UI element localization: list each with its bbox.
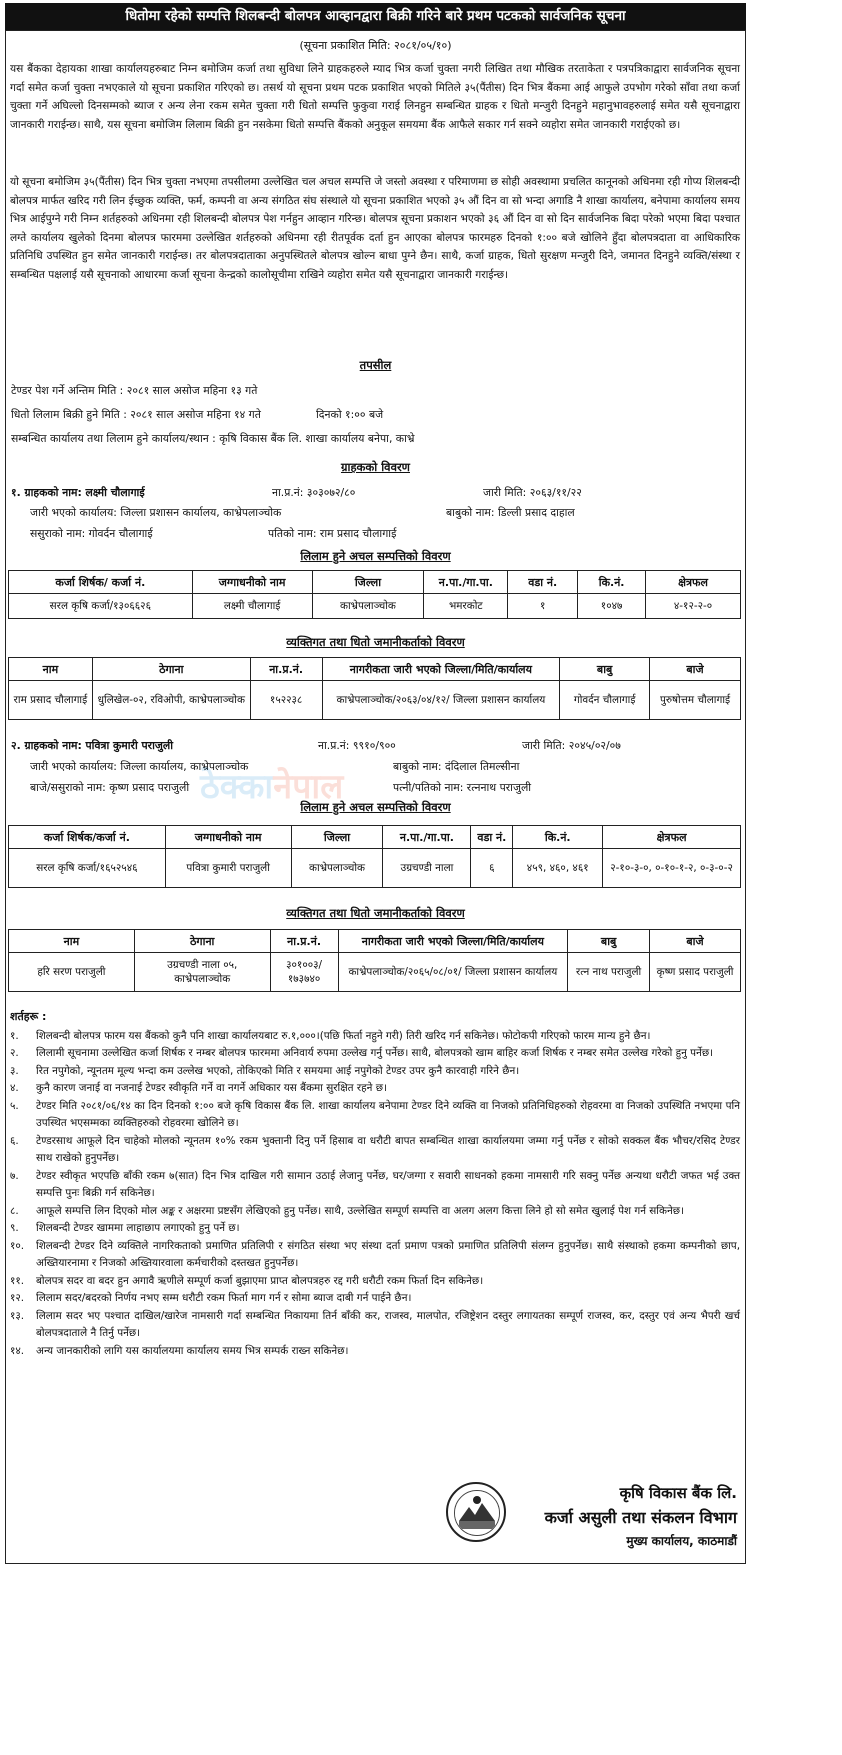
terms-list [10,1028,740,1361]
customer-1-father: बाबुको नाम: डिल्ली प्रसाद दाहाल [446,506,575,519]
header-district: जिल्ला [312,571,424,594]
term-number: २. [10,1047,19,1059]
term-number: १२. [10,1292,25,1304]
term-text: कुनै कारण जनाई वा नजनाई टेण्डर स्वीकृति गर्ने वा नगर्ने अधिकार यस बैंकमा सुरक्षित रहने छ। [36,1082,387,1094]
cell-name: हरि सरण पराजुली [9,953,135,992]
header-citizenship: ना.प्र.नं. [250,658,322,681]
cell-owner: लक्ष्मी चौलागाई [192,594,312,619]
term-number: ९. [10,1222,19,1234]
header-address: ठेगाना [92,658,250,681]
table-row [9,594,741,619]
term-item [10,1098,740,1133]
header-area: क्षेत्रफल [603,826,741,849]
customer-2-father: बाबुको नाम: दंदिलाल तिमल्सीना [393,760,520,773]
issuer-department: कर्जा असुली तथा संकलन विभाग [544,1508,737,1527]
cell-owner: पवित्रा कुमारी पराजुली [165,849,291,888]
cell-plot: १०४७ [578,594,646,619]
customer-heading: ग्राहकको विवरण [340,460,410,474]
customer-2-name: २. ग्राहकको नाम: पवित्रा कुमारी पराजुली [11,739,173,752]
customer-2-issue-date: जारी मिति: २०४५/०२/०७ [522,739,621,752]
auction-date: धितो लिलाम बिक्री हुने मिति : २०८१ साल असोज महिना १४ गते [11,408,261,421]
term-number: १४. [10,1344,25,1357]
cell-citizenship: १५२२३८ [250,681,322,720]
issuer-head-office: मुख्य कार्यालय, काठमाडौं [626,1534,737,1548]
guarantor-table-2 [8,929,741,992]
header-address: ठेगाना [134,930,270,953]
cell-area: ४-१२-२-० [646,594,741,619]
header-municipality: न.पा./गा.पा. [424,571,508,594]
term-item [10,1220,740,1238]
issuer-org: कृषि विकास बैंक लि. [619,1484,737,1502]
property-heading-2: लिलाम हुने अचल सम्पत्तिको विवरण [300,800,451,814]
tender-deadline: टेण्डर पेश गर्ने अन्तिम मिति : २०८१ साल असोज महिना १३ गते [11,384,258,397]
cell-citizenship: ३०१००३/ १७३७४० [270,953,338,992]
term-item [10,1133,740,1168]
table-header-row [9,658,741,681]
cell-area: २-१०-३-०, ०-१०-१-२, ०-३-०-२ [603,849,741,888]
customer-1-father-in-law: ससुराको नाम: गोवर्दन चौलागाई [30,527,153,540]
header-area: क्षेत्रफल [646,571,741,594]
cell-address: उग्रचण्डी नाला ०५, काभ्रेपलाञ्चोक [134,953,270,992]
table-row [9,953,741,992]
publication-date: (सूचना प्रकाशित मिति: २०८१/०५/१०) [299,39,452,52]
term-text: लिलाम सदर/बदरको निर्णय नभए सम्म धरौटी रकम फिर्ता माग गर्न र सोमा ब्याज दाबी गर्न पाईने छैन। [36,1292,412,1304]
customer-2-husband: पत्नी/पतिको नाम: रत्ननाथ पराजुली [393,781,532,794]
cell-name: राम प्रसाद चौलागाई [9,681,93,720]
intro-paragraph: यस बैंकका देहायका शाखा कार्यालयहरुबाट निम्न बमोजिम कर्जा तथा सुविधा लिने ग्राहकहरुले म्याद भित्र कर्जा चुक्ता नगरी लिखित तथा मौखिक तरताकेता र पत्रपत्रिकाद्वारा सार्वजनिक सूचना गर्दा समेत कर्जा चुक्ता नभएकाले यो सूचना प्रकाशित गरिएको छ। तसर्थ यो सूचना प्रथम पटक प्रकाशित भएको मितिले ३५(पैंतीस) दिन भित्र बैंकमा आई आफुले उपभोग गरेको साँवा तथा कर्जा चुक्ता गर्ने अघिल्लो दिनसम्मको ब्याज र अन्य लेना रकम समेत चुक्ता गरी धितो सम्पत्ति फुकुवा गराई लिनहुन सम्बन्धित ग्राहक र धितो मन्जुरी दिनहुने महानुभावहरुलाई समेत यसै सूचनाद्वारा जानकारी गराईन्छ। साथै, यस सूचना बमोजिम लिलाम बिक्री हुन नसकेमा धितो सम्पत्ति बैंकको अनुकूल समयमा बैंक आफैले सकार गर्न सक्ने व्यहोरा समेत जानकारी गराईएको छ। [10,63,740,131]
term-item [10,1080,740,1098]
cell-grandfather: कृष्ण प्रसाद पराजुली [650,953,741,992]
terms-section [10,1008,740,1360]
term-text: बोलपत्र सदर वा बदर हुन अगावै ऋणीले सम्पूर्ण कर्जा बुझाएमा प्राप्त बोलपत्रहरु रद्द गरी धरौटी रकम फिर्ता दिन सकिनेछ। [36,1274,484,1287]
cell-address: धुलिखेल-०२, रविओपी, काभ्रेपलाञ्चोक [92,681,250,720]
customer-2-citizenship: ना.प्र.नं: ९९१०/९०० [318,739,396,752]
term-text: टेण्डर स्वीकृत भएपछि बाँकी रकम ७(सात) दिन भित्र दाखिल गरी सामान उठाई लेजानु पर्नेछ, घर/जग्गा र सवारी साधनको हकमा नामसारी गरि सक्नु पर्नेछ अन्यथा धरौटी जफत भई उक्त सम्पत्ति पुनः बिक्री गर्न सकिनेछ। [36,1169,740,1199]
cell-municipality: भमरकोट [424,594,508,619]
term-number: ५. [10,1099,19,1112]
auction-time: दिनको १:०० बजे [316,408,384,421]
header-grandfather: बाजे [650,658,741,681]
property-heading-1: लिलाम हुने अचल सम्पत्तिको विवरण [300,549,451,563]
header-ward: वडा नं. [471,826,513,849]
term-number: १. [10,1029,19,1042]
cell-district: काभ्रेपलाञ्चोक [312,594,424,619]
header-name: नाम [9,930,135,953]
term-number: ६. [10,1134,19,1147]
header-plot: कि.नं. [578,571,646,594]
header-name: नाम [9,658,93,681]
customer-2-grandfather: बाजे/ससुराको नाम: कृष्ण प्रसाद पराजुली [30,781,190,794]
header-ward: वडा नं. [508,571,578,594]
term-text: लिलाम सदर भए पश्चात दाखिल/खारेज नामसारी गर्दा सम्बन्धित निकायमा तिर्न बाँकी कर, राजस्व, मालपोत, रजिष्ट्रेशन दस्तुर लगायतका सम्पूर्ण राजस्व, कर, दस्तुर एवं अन्य भैपरी खर्च बोलपत्रदाताले नै तिर्नु पर्नेछ। [36,1309,740,1339]
cell-ward: ६ [471,849,513,888]
cell-district: काभ्रेपलाञ्चोक [291,849,383,888]
term-item [10,1308,740,1343]
term-text: रित नपुगेको, न्यूनतम मूल्य भन्दा कम उल्लेख भएको, तोकिएको मिति र समयमा आई नपुगेको टेण्डर उपर कुनै कारवाही गरिने छैन। [36,1064,520,1077]
header-citizenship: ना.प्र.नं. [270,930,338,953]
table-header-row [9,571,741,594]
cell-father: गोवर्दन चौलागाई [560,681,650,720]
term-number: १३. [10,1309,25,1322]
term-item [10,1063,740,1081]
header-loan: कर्जा शिर्षक/ कर्जा नं. [9,571,193,594]
guarantor-heading-2: व्यक्तिगत तथा धितो जमानीकर्ताको विवरण [286,906,465,920]
term-number: ७. [10,1169,19,1182]
auction-office: सम्बन्धित कार्यालय तथा लिलाम हुने कार्यालय/स्थान : कृषि विकास बैंक लि. शाखा कार्यालय बनेपा, काभ्रे [11,432,415,445]
term-item [10,1045,740,1063]
cell-municipality: उग्रचण्डी नाला [383,849,471,888]
term-text: शिलबन्दी टेण्डर खाममा लाहाछाप लगाएको हुनु पर्ने छ। [36,1222,240,1234]
cell-plot: ४५९, ४६०, ४६१ [513,849,603,888]
cell-father: रत्न नाथ पराजुली [568,953,650,992]
header-loan: कर्जा शिर्षक/कर्जा नं. [9,826,166,849]
cell-ward: १ [508,594,578,619]
cell-issued: काभ्रेपलाञ्चोक/२०६३/०४/१२/ जिल्ला प्रशासन कार्यालय [322,681,560,720]
customer-1-name: १. ग्राहकको नाम: लक्ष्मी चौलागाई [11,486,145,499]
header-owner: जग्गाधनीको नाम [165,826,291,849]
cell-loan: सरल कृषि कर्जा/१६५२५४६ [9,849,166,888]
term-item [10,1238,740,1273]
term-number: १०. [10,1239,25,1252]
table-row [9,849,741,888]
customer-2-issue-office: जारी भएको कार्यालय: जिल्ला कार्यालय, काभ्रेपलाञ्चोक [30,760,249,773]
cell-grandfather: पुरुषोत्तम चौलागाई [650,681,741,720]
header-grandfather: बाजे [650,930,741,953]
property-table-1 [8,570,741,619]
term-number: ८. [10,1204,19,1217]
customer-1-husband: पतिको नाम: राम प्रसाद चौलागाई [268,527,397,540]
header-municipality: न.पा./गा.पा. [383,826,471,849]
term-text: शिलबन्दी टेण्डर दिने व्यक्तिले नागरिकताको प्रमाणित प्रतिलिपी र संगठित संस्था भए संस्था दर्ता प्रमाण पत्रको प्रमाणित प्रतिलिपी संलग्न हुनुपर्नेछ। साथै संस्थाको हकमा कम्पनीको छाप, अख्तियारनामा र निजको अख्तियारवाला कर्मचारीको दस्तखत हुनुपर्नेछ। [36,1239,740,1269]
term-text: अन्य जानकारीको लागि यस कार्यालयमा कार्यालय समय भित्र सम्पर्क राख्न सकिनेछ। [36,1344,349,1357]
guarantor-table-1 [8,657,741,720]
term-item [10,1028,740,1046]
thekka-nepal-watermark: ठेक्कानेपाल [200,767,344,807]
term-text: शिलबन्दी बोलपत्र फारम यस बैंकको कुनै पनि शाखा कार्यालयबाट रु.१,०००।(पछि फिर्ता नहुने गरी) तिरी खरिद गर्न सकिनेछ। फोटोकपी गरिएको फारम मान्य हुने छैन। [36,1029,651,1042]
header-district: जिल्ला [291,826,383,849]
customer-1-issue-date: जारी मिति: २०६३/११/२२ [483,486,582,499]
term-item [10,1168,740,1203]
term-text: लिलामी सूचनामा उल्लेखित कर्जा शिर्षक र नम्बर बोलपत्र फारममा अनिवार्य रुपमा उल्लेख गर्नु पर्नेछ। साथै, बोलपत्रको खाम बाहिर कर्जा शिर्षक र नम्बर समेत उल्लेख गरेको हुनु पर्नेछ। [36,1047,714,1059]
header-plot: कि.नं. [513,826,603,849]
tender-call-paragraph: यो सूचना बमोजिम ३५(पैंतीस) दिन भित्र चुक्ता नभएमा तपसीलमा उल्लेखित चल अचल सम्पत्ति जे जस्तो अवस्था र परिमाणमा छ सोही अवस्थामा प्रचलित कानूनको अधिनमा रही गोप्य शिलबन्दी बोलपत्र मार्फत खरिद गरी लिन ईच्छुक व्यक्ति, फर्म, कम्पनी वा अन्य संगठित संघ संस्थाले यो सूचना प्रकाशित भएको ३५ औं दिन वा सो भन्दा अगाडि नै शाखा कार्यालय, बनेपामा कार्यालय समय भित्र आईपुग्ने गरी निम्न शर्तहरुको अधिनमा रही शिलबन्दी बोलपत्र पेश गर्नहुन आव्हान गरिन्छ। बोलपत्र सूचना प्रकाशन भएको ३६ औं दिन वा सो दिन सार्वजनिक बिदा परेको भएमा बिदा पश्चात लग्ते कार्यालय खुलेको दिनमा बोलपत्र फारममा उल्लेखित शर्तहरुको अधिनमा रही रीतपूर्वक दर्ता हुन आएका बोलपत्र फारमहरु दिनको १:०० बजे खोलिने हुँदा बोलपत्रदाता वा आधिकारिक प्रतिनिधि उपस्थित हुन समेत जानकारी गराईन्छ। तर बोलपत्रदाताका अनुपस्थितले बोलपत्र खोल्न बाधा पुग्ने छैन। साथै, कर्जा ग्राहक, धितो सुरक्षण मन्जुरी दिने, जमानत दिनहुने व्यक्ति/संस्था र सम्बन्धित पक्षलाई यसै सूचनाको आधारमा कर्जा सूचना केन्द्रको कालोसूचीमा राखिने व्यहोरा समेत यसै सूचनाद्वारा जानकारी गराईन्छ। [10,176,740,281]
customer-1-citizenship: ना.प्र.नं: ३०३०७२/८० [272,486,356,499]
term-item [10,1343,740,1361]
term-item [10,1290,740,1308]
term-number: ११. [10,1274,25,1287]
property-table-2 [8,825,741,888]
table-header-row [9,826,741,849]
term-number: ४. [10,1082,19,1094]
terms-heading: शर्तहरू : [10,1010,47,1023]
term-item [10,1273,740,1291]
term-text: टेण्डर मिति २०८१/०६/१४ का दिन दिनको १:०० बजे कृषि विकास बैंक लि. शाखा कार्यालय बनेपामा टेण्डर दिने व्यक्ति वा निजको प्रतिनिधिहरुको रोहवरमा वा निजको उपस्थिति नभएमा पनि उपस्थित भएसम्मका व्यक्तिहरुको रोहवरमा खोलिने छ। [36,1099,740,1129]
header-issued: नागरीकता जारी भएको जिल्ला/मिति/कार्यालय [322,658,560,681]
cell-loan: सरल कृषि कर्जा/१३०६६२६ [9,594,193,619]
term-text: आफूले सम्पत्ति लिन दिएको मोल अङ्क र अक्षरमा प्रष्टसँग लेखिएको हुनु पर्नेछ। साथै, उल्लेखित सम्पूर्ण सम्पत्ति वा अलग अलग कित्ता लिने हो सो समेत खुलाई पेश गर्न सकिनेछ। [36,1204,684,1217]
customer-1-issue-office: जारी भएको कार्यालय: जिल्ला प्रशासन कार्यालय, काभ्रेपलाञ्चोक [30,506,282,519]
term-item [10,1203,740,1221]
term-number: ३. [10,1064,19,1077]
table-header-row [9,930,741,953]
header-father: बाबु [560,658,650,681]
notice-title: धितोमा रहेको सम्पत्ति शिलबन्दी बोलपत्र आव्हानद्वारा बिक्री गरिने बारे प्रथम पटकको सार्वजनिक सूचना [5,3,746,30]
table-row [9,681,741,720]
guarantor-heading-1: व्यक्तिगत तथा धितो जमानीकर्ताको विवरण [286,635,465,649]
header-owner: जग्गाधनीको नाम [192,571,312,594]
header-father: बाबु [568,930,650,953]
tapasil-heading: तपसील [359,358,392,372]
issuer-block [467,1483,737,1549]
cell-issued: काभ्रेपलाञ्चोक/२०६५/०८/०१/ जिल्ला प्रशासन कार्यालय [338,953,568,992]
header-issued: नागरीकता जारी भएको जिल्ला/मिति/कार्यालय [338,930,568,953]
term-text: टेण्डरसाथ आफूले दिन चाहेको मोलको न्यूनतम १०% रकम भुक्तानी दिनु पर्ने हिसाब वा धरौटी बापत सम्बन्धित शाखा कार्यालयमा जम्मा गर्नु पर्नेछ र सोको सक्कल बैंक भौचर/रसिद टेण्डर साथ राखेको हुनुपर्नेछ। [36,1134,740,1164]
